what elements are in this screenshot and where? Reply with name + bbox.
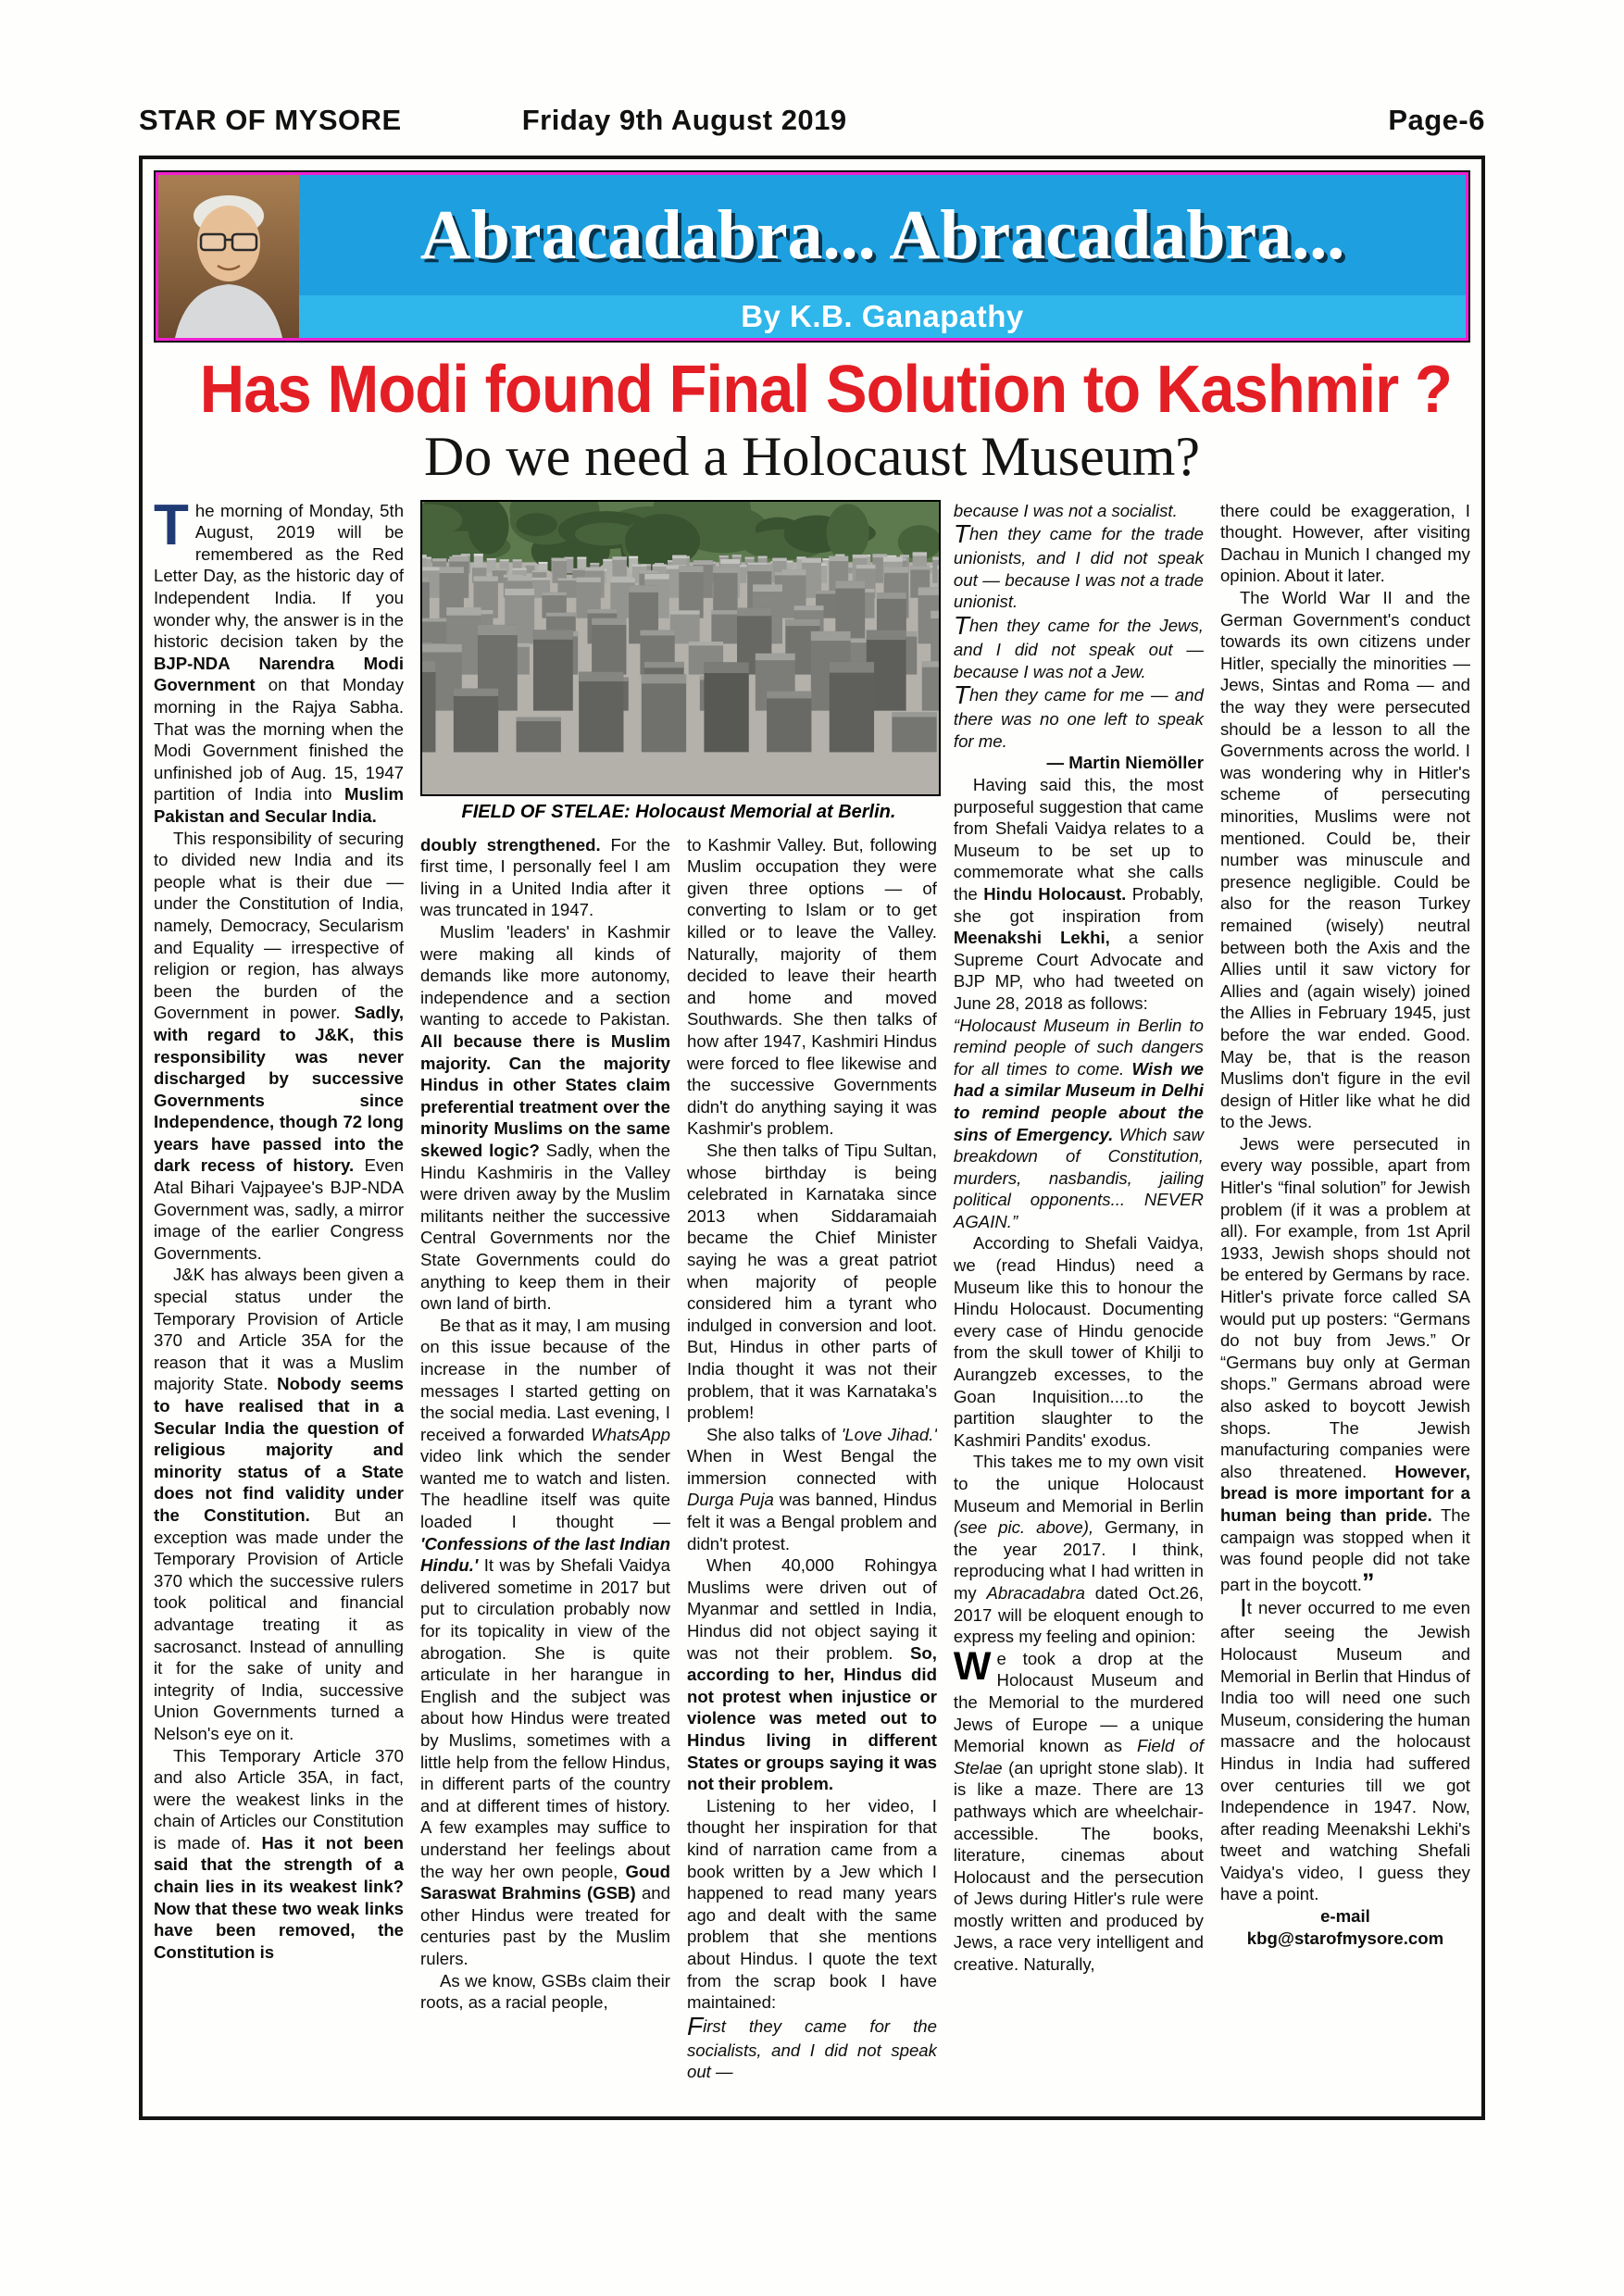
text-run: Muslim Pakistan and Secular India. (154, 784, 405, 826)
text-run: T (953, 519, 970, 549)
column-banner (154, 170, 1470, 343)
article-paragraph (154, 1745, 404, 1964)
article-paragraph (954, 1232, 1204, 1451)
content-frame (139, 156, 1485, 2120)
text-run: (an upright stone slab). It is like a maze. There are 13 pathways which are wheelchair-accessible. The books, literature, cinemas about Holocaust and the persecution of Jews during Hitler's rule were mostly written and produced by Jews, a race very intelligent and creative. Naturally, (953, 1757, 1204, 1975)
text-run: ” (1361, 1567, 1375, 1596)
text-run: Listening to her video, I thought her inspiration for that kind of narration came from a book written by a Jew which I happened to read many years ago and dealt with the same problem that she mentions about Hindus. I quote the text from the scrap book I have maintained: (686, 1795, 937, 2013)
text-run: She also talks of (706, 1424, 842, 1444)
text-run: hen they came for the trade unionists, and I did not speak out — because I was not a trade unionist. (953, 524, 1204, 612)
text-run: Nobody seems to have realised that in a Secular India the question of religious majority and minority status of a State does not find validity under the Constitution. (154, 1374, 405, 1525)
text-run: This responsibility of securing to divided new India and its people what is their due — under the Constitution of India, namely, Democracy, Secularism and Equality — irrespective of religion or region, has always been the burden of the Government in power. (154, 828, 405, 1023)
text-run: Hindu Holocaust. (983, 883, 1127, 904)
stelae-figure (420, 500, 937, 827)
text-run: Durga Puja (686, 1490, 774, 1510)
text-run: to Kashmir Valley. But, following Muslim occupation they were given three options — of converting to Islam or to get killed or to leave the Valley. Naturally, majority of them decided to leave their hearth and home and moved Southwards. She then talks of how after 1947, Kashmiri Hindus were forced to flee likewise and the successive Governments didn't do anything saying it was Kashmir's problem. (686, 834, 937, 1139)
text-run: T (953, 680, 970, 710)
text-run: Meenakshi Lekhi, (953, 928, 1110, 948)
column-title: Abracadabra... Abracadabra... (419, 195, 1345, 274)
article-paragraph (687, 1424, 937, 1555)
text-run: 'Love Jihad.' (841, 1424, 937, 1444)
text-run: “Holocaust Museum in Berlin to remind people of such dangers for all times to come. (953, 1015, 1204, 1079)
two-columns-under-photo (420, 834, 937, 2111)
text-run: a senior Supreme Court Advocate and BJP MP, who had tweeted on June 28, 2018 as follows: (953, 928, 1204, 1013)
article-paragraph (954, 752, 1204, 774)
article-paragraph (953, 1643, 1204, 1976)
text-run: When in West Bengal the immersion connected with (686, 1446, 937, 1488)
text-run: hen they came for me — and there was no one left to speak for me. (953, 685, 1204, 751)
article-paragraph (954, 682, 1204, 752)
article-paragraph (954, 1451, 1204, 1647)
text-run: The World War II and the German Government's conduct towards its own citizens under Hitler, specially the minorities — Jews, Sintas and Roma — and the way they were persecuted should be a lesson to all the Governments across the world. I was wondering why in Hitler's scheme of persecuting minorities, Muslims were not mentioned. Could be, their number was minuscule and presence negligible. Could be also for the reason Turkey remained (wisely) neutral between both the Axis and the Allies until it saw victory for Allies and (again wisely) joined the Allies in February 1945, just before the war ended. Good. May be, that is the reason Muslims don't figure in the evil design of Hitler like what he did to the Jews. (1219, 588, 1470, 1132)
text-run: there could be exaggeration, I thought. However, after visiting Dachau in Munich I changed my opinion. About it later. (1219, 500, 1470, 586)
text-run: Has it not been said that the strength of a chain lies in its weakest link? Now that these two weak links have been removed, the Constitution is (154, 1832, 405, 1962)
banner-frame (156, 172, 1468, 341)
article-paragraph (154, 500, 404, 828)
article-paragraph (687, 1795, 937, 2014)
article-paragraph (1220, 1595, 1470, 1905)
text-run: But an exception was made under the Temporary Provision of Article 370 which the successive rulers took political and financial advantage treating it as sacrosanct. Instead of annulling it for the sake of unity and integrity of India, successive Union Governments turned a Nelson's eye on it. (154, 1504, 405, 1743)
text-run: Wish we had a similar Museum in Delhi to remind people about the sins of Emergency. (953, 1058, 1204, 1144)
masthead (139, 104, 1485, 137)
article-body (154, 500, 1470, 2111)
text-run: F (686, 2011, 704, 2040)
text-run: So, according to her, Hindus did not protest when injustice or violence was meted out to Hindus living in different States or groups saying it was not their problem. (686, 1642, 937, 1794)
article-column-2 (420, 834, 670, 2111)
article-paragraph (420, 834, 670, 921)
text-run: Which saw breakdown of Constitution, murders, nasbandis, jailing political opponents... NEVER AGAIN.” (953, 1124, 1204, 1231)
article-paragraph (154, 1264, 404, 1744)
text-run: BJP-NDA Narendra Modi Government (154, 653, 405, 695)
photo-caption: FIELD OF STELAE: Holocaust Memorial at Berlin. (461, 801, 896, 822)
text-run: he morning of Monday, 5th August, 2019 will be remembered as the Red Letter Day, as the historic day of Independent India. If you wonder why, the answer is in the historic decision taken by the (154, 500, 405, 652)
text-run: J&K has always been given a special status under the Temporary Provision of Article 370 and Article 35A for the reason that it was a Muslim majority State. (154, 1265, 405, 1394)
author-glasses-right (232, 234, 256, 250)
text-run: 'Confessions of the last Indian Hindu.' (420, 1533, 670, 1576)
drop-cap: W (953, 1643, 992, 1689)
author-glasses-left (201, 234, 225, 250)
text-run: and other Hindus were treated for centuries past by the Muslim rulers. (420, 1883, 670, 1968)
text-run: — Martin Niemöller (1046, 753, 1204, 773)
text-run: Sadly, with regard to J&K, this responsibility was never discharged by successive Governments since Independence, though 72 long years have passed into the dark recess of history. (154, 1003, 405, 1176)
text-run: All because there is Muslim majority. Can the majority Hindus in other States claim preferential treatment over the minority Muslims on the same skewed logic? (420, 1031, 670, 1160)
text-run: e-mail (1320, 1906, 1370, 1927)
text-run: However, bread is more important for a human being than pride. (1219, 1461, 1470, 1525)
text-run: She then talks of Tipu Sultan, whose birthday is being celebrated in Karnataka since 2013 when Siddaramaiah became the Chief Minister saying he was a great patriot when majority of people considered him a tyrant who indulged in conversion and loot. But, Hindus in other parts of India thought it was not their problem, that it was Karnataka's problem! (686, 1140, 937, 1423)
text-run: Even Atal Bihari Vajpayee's BJP-NDA Government was, sadly, a mirror image of the earlier Congress Governments. (154, 1155, 405, 1263)
article-paragraph (154, 828, 404, 1265)
text-run: The campaign was stopped when it was found people did not take part in the boycott. (1219, 1504, 1470, 1594)
article-paragraph (420, 1970, 670, 2014)
text-run: T (953, 611, 970, 641)
text-run: because I was not a socialist. (953, 500, 1178, 520)
article-paragraph (954, 500, 1204, 522)
text-run: dated Oct.26, 2017 will be eloquent enough to express my feeling and opinion: (953, 1582, 1204, 1647)
page-number: Page-6 (1388, 104, 1485, 136)
text-run: Sadly, when the Hindu Kashmiris in the Valley were driven away by the Muslim militants neither the successive Central Governments nor the State Governments could do anything to keep them in their own land of birth. (420, 1140, 670, 1314)
text-run: Be that as it may, I am musing on this issue because of the increase in the number of messages I started getting on the social media. Last evening, I received a forwarded (420, 1315, 670, 1444)
text-run: It was by Shefali Vaidya delivered sometime in 2017 but put to circulation probably now for its topicality in view of the abrogation. She is quite articulate in her harangue in English and the subject was about how Hindus were treated by Muslims, sometimes with a little help from the fellow Hindus, in different parts of the country and at different times of history. A few examples may suffice to understand her feelings about the way her own people, (420, 1555, 670, 1881)
text-run: doubly strengthened. (420, 834, 601, 855)
article-paragraph (1220, 1133, 1470, 1595)
article-column-3 (687, 834, 937, 2111)
article-column-1 (154, 500, 404, 2111)
drop-cap: T (154, 499, 189, 557)
text-run: As we know, GSBs claim their roots, as a racial people, (420, 1970, 670, 2013)
paper-name: STAR OF MYSORE (139, 104, 402, 136)
article-paragraph (687, 1554, 937, 1795)
article-paragraph (954, 521, 1204, 613)
author-photo (158, 175, 299, 338)
article-paragraph (954, 1015, 1204, 1233)
article-paragraph (420, 1315, 670, 1970)
article-paragraph (1220, 587, 1470, 1133)
text-run: When 40,000 Rohingya Muslims were driven out of Myanmar and settled in India, Hindus did not object saying it was not their problem. (686, 1555, 937, 1663)
text-run: Abracadabra (986, 1582, 1085, 1603)
article-paragraph (686, 2011, 937, 2083)
article-paragraph (687, 1140, 937, 1424)
text-run: I (1239, 1593, 1247, 1623)
text-run: Muslim 'leaders' in Kashmir were making all kinds of demands like more autonomy, independence and a section wanting to accede to Pakistan. (420, 922, 670, 1029)
column-byline: By K.B. Ganapathy (299, 295, 1466, 338)
text-run: This takes me to my own visit to the unique Holocaust Museum and Memorial in Berlin (953, 1452, 1204, 1516)
article-paragraph (1220, 1905, 1470, 1928)
issue-date: Friday 9th August 2019 (521, 104, 847, 136)
article-column-5 (1220, 500, 1470, 2111)
text-run: t never occurred to me even after seeing the Jewish Holocaust Museum and Memorial in Berlin that Hindus of India too will need one such Museum, considering the human massacre and the holocaust Hindus in India had suffered over centuries till we got Independence in 1947. Now, after reading Meenakshi Lekhi's tweet and watching Shefali Vaidya's video, I guess they have a point. (1219, 1598, 1470, 1904)
text-run: According to Shefali Vaidya, we (read Hindus) need a Museum like this to honour the Hindu Holocaust. Documenting every case of Hindu genocide from the skull tower of Khilji to Aurangzeb excesses, to the Goan Inquisition....to the partition slaughter to the Kashmiri Pandits' exodus. (953, 1233, 1204, 1450)
article-paragraph (687, 834, 937, 1140)
text-run: Germany, in the year 2017. I think, reproducing what I had written in my (953, 1517, 1204, 1603)
text-run: For the first time, I personally feel I am living in a United India after it was truncated in 1947. (420, 834, 670, 920)
text-run: hen they came for the Jews, and I did not speak out —because I was not a Jew. (953, 616, 1204, 681)
text-run: video link which the sender wanted me to watch and listen. The headline itself was quite loaded I thought — (420, 1446, 670, 1532)
text-run: was banned, Hindus felt it was a Bengal problem and didn't protest. (686, 1490, 937, 1554)
text-run: kbg@starofmysore.com (1246, 1928, 1444, 1948)
text-run: e took a drop at the Holocaust Museum and the Memorial to the murdered Jews of Europe — a unique Memorial known as (953, 1648, 1204, 1756)
text-run: (see pic. above), (953, 1517, 1094, 1538)
banner-right (299, 175, 1466, 338)
text-run: This Temporary Article 370 and also Article 35A, in fact, were the weakest links in the chain of Articles our Constitution is made of. (154, 1745, 405, 1853)
article-paragraph (420, 921, 670, 1315)
text-run: Probably, she got inspiration from (953, 883, 1204, 926)
text-run: Field of Stelae (953, 1736, 1204, 1778)
stelae-photo (420, 500, 941, 796)
article-paragraph (1220, 500, 1470, 587)
article-paragraph (1220, 1928, 1470, 1950)
main-headline: Has Modi found Final Solution to Kashmir ? (199, 353, 1452, 427)
article-paragraph (954, 774, 1204, 1015)
article-paragraph (954, 613, 1204, 682)
text-run: WhatsApp (591, 1424, 670, 1444)
article-column-group (420, 500, 937, 2111)
sub-headline: Do we need a Holocaust Museum? (423, 425, 1201, 487)
text-run: irst they came for the socialists, and I did not speak out — (686, 2015, 937, 2082)
text-run: Having said this, the most purposeful suggestion that came from Shefali Vaidya relates to a Museum to be set up to commemorate what she calls the (953, 775, 1204, 904)
text-run: Goud Saraswat Brahmins (GSB) (420, 1861, 670, 1903)
article-column-4 (954, 500, 1204, 2111)
text-run: Jews were persecuted in every way possible, apart from Hitler's “final solution” for Jewish problem (if it was a problem at all). For example, from 1st April 1933, Jewish shops should not be entered by Germans by race. Hitler's private force called SA would put up posters: “Germans do not buy from Jews.” Or “Germans buy only at German shops.” Germans abroad were also asked to boycott Jewish shops. The Jewish manufacturing companies were also threatened. (1219, 1133, 1470, 1481)
text-run: on that Monday morning in the Rajya Sabha. That was the morning when the Modi Government finished the unfinished job of Aug. 15, 1947 partition of India into (154, 675, 405, 805)
